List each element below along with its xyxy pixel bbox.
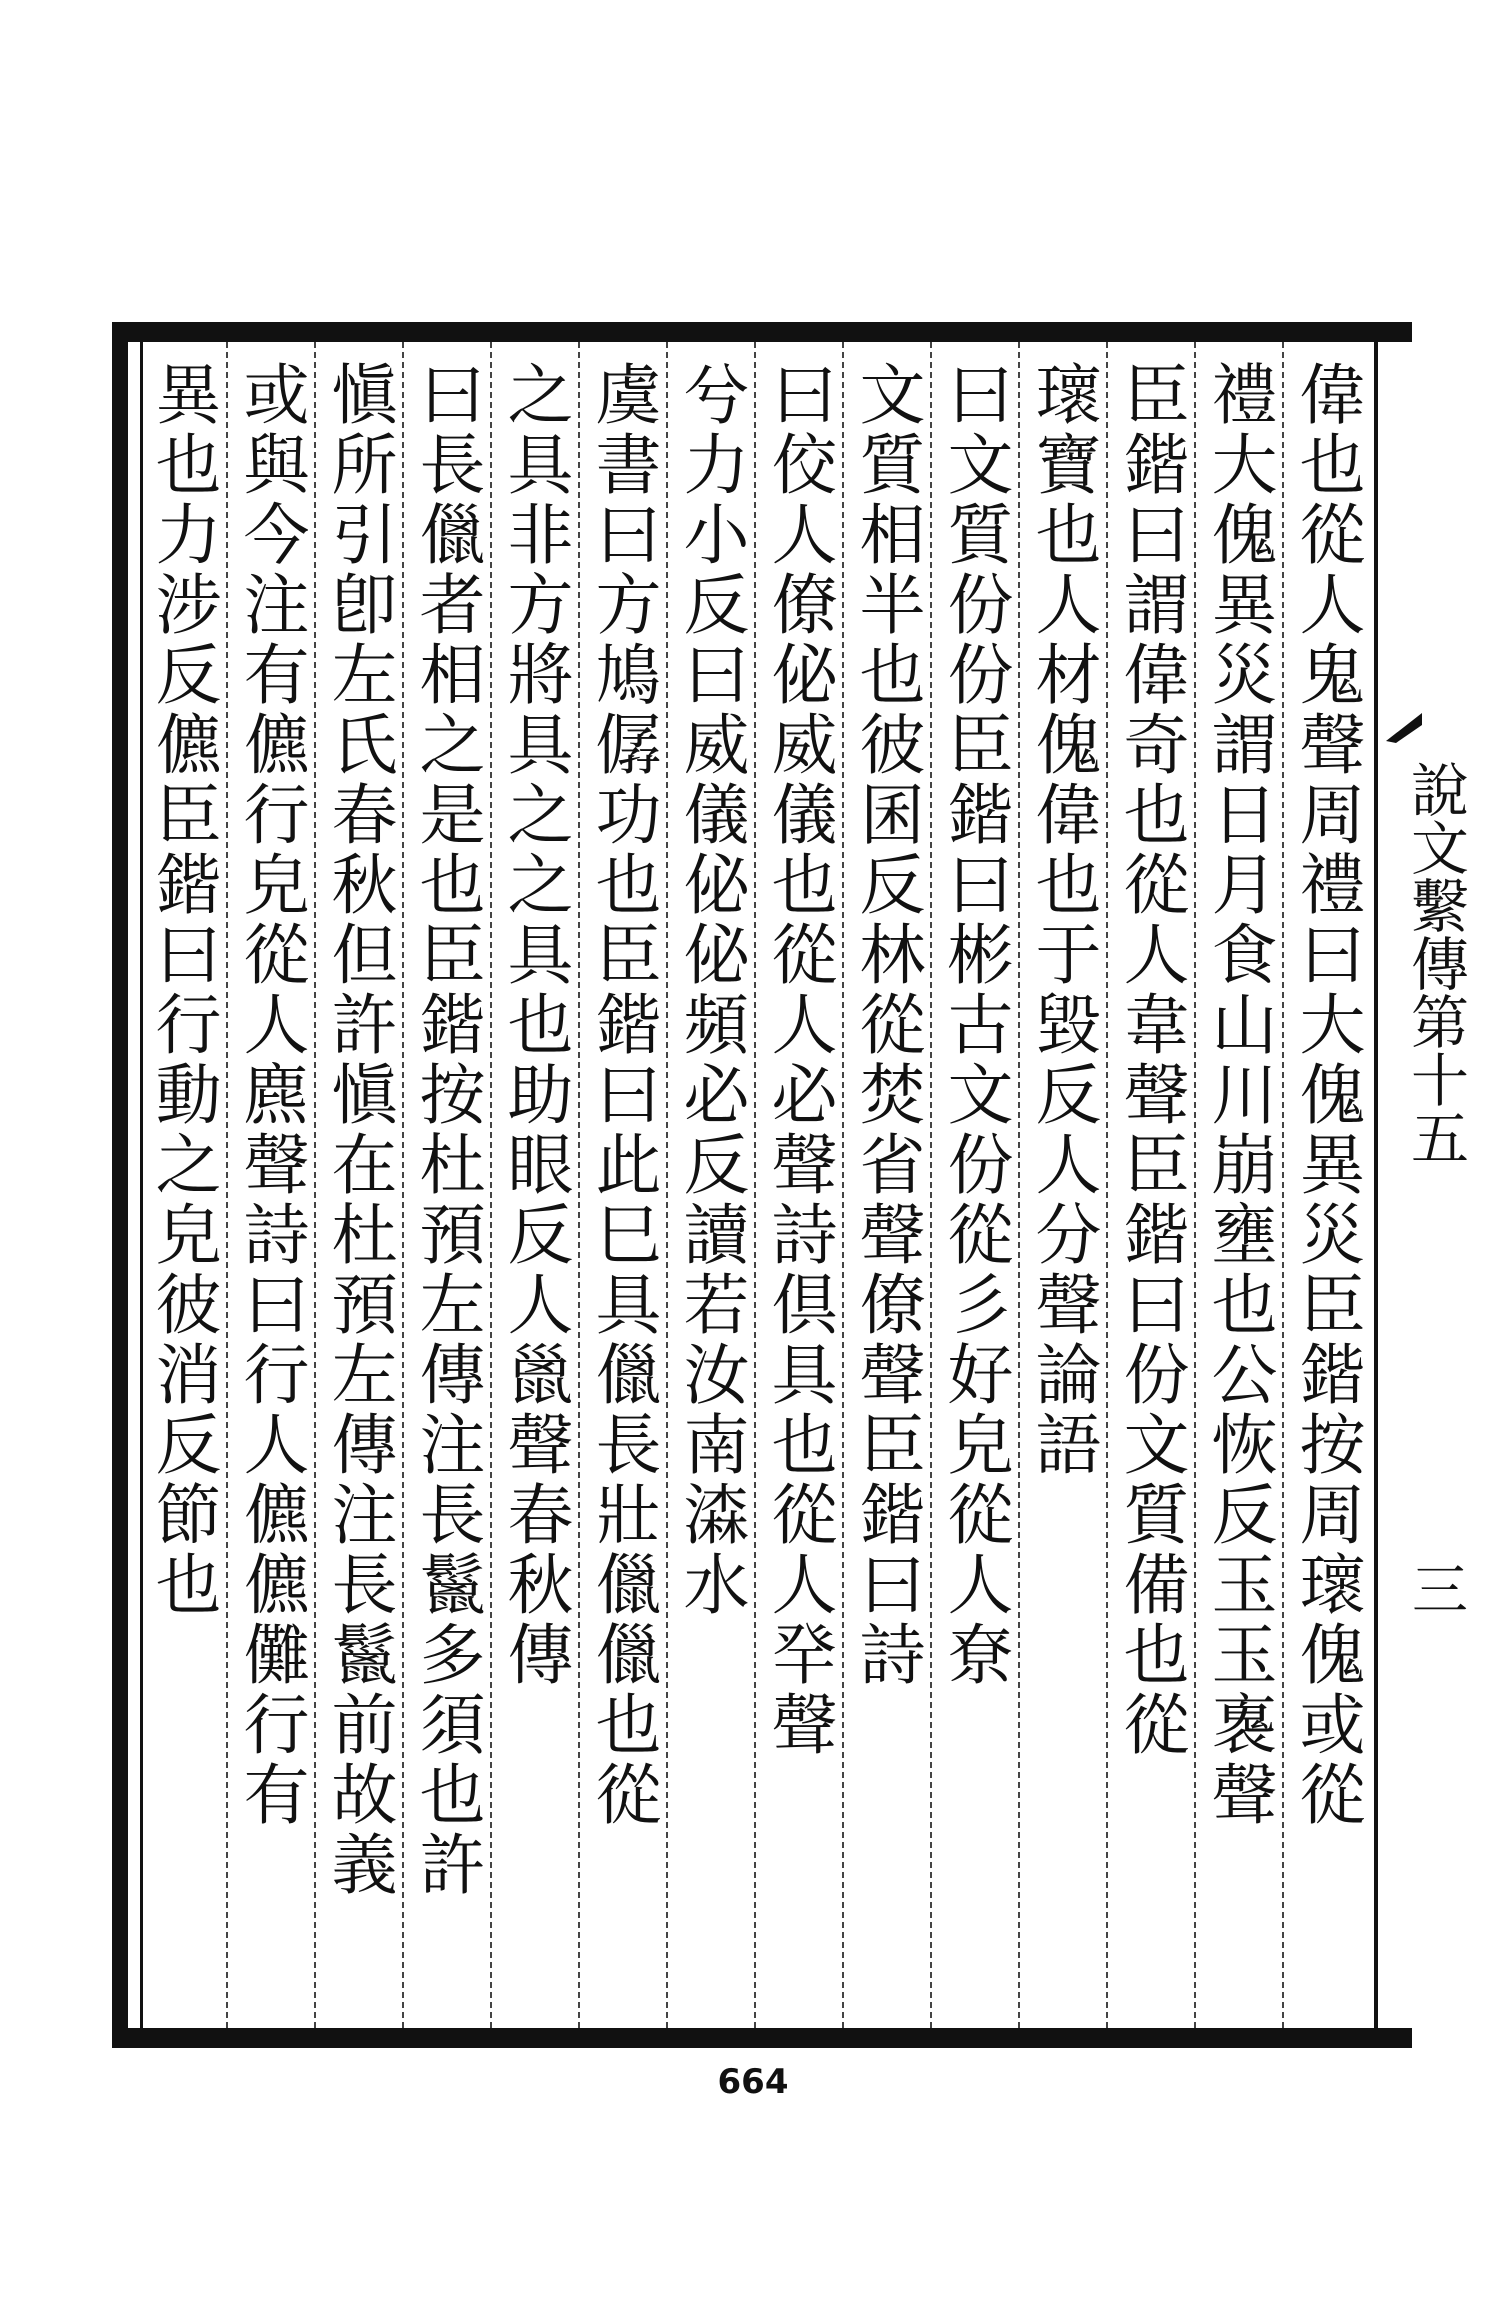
text-column: 禮大傀異災謂日月食山川崩壅也公恢反玉玉褢聲 bbox=[1200, 360, 1277, 1830]
text-column: 兮力小反曰威儀佖佖頻必反讀若汝南潹水 bbox=[672, 360, 749, 1620]
text-column: 偉也從人鬼聲周禮曰大傀異災臣鍇按周瓌傀或從 bbox=[1288, 360, 1365, 1830]
text-column: 異也力涉反儦臣鍇曰行動之皃彼消反節也 bbox=[144, 360, 221, 1620]
text-column: 臣鍇曰謂偉奇也從人韋聲臣鍇曰份文質備也從 bbox=[1112, 360, 1189, 1760]
text-column: 虞書曰方鳩僝功也臣鍇曰此巳具儠長壯儠儠也從 bbox=[584, 360, 661, 1830]
frame-top-border bbox=[112, 322, 1412, 342]
text-column: 曰長儠者相之是也臣鍇按杜預左傳注長鬣多須也許 bbox=[408, 360, 485, 1900]
text-column: 愼所引卽左氏春秋但許愼在杜預左傳注長鬣前故義 bbox=[320, 360, 397, 1900]
text-column: 曰佼人僚佖威儀也從人必聲詩倶具也從人癷聲 bbox=[760, 360, 837, 1760]
frame-right-border bbox=[1374, 342, 1378, 2028]
text-column: 文質相半也彼囷反林從焚省聲僚聲臣鍇曰詩 bbox=[848, 360, 925, 1690]
fish-tail-mark-icon bbox=[1384, 705, 1424, 745]
margin-leaf-number: 三 bbox=[1403, 1560, 1468, 1616]
frame-left-border bbox=[112, 322, 128, 2048]
page-number: 664 bbox=[717, 2062, 789, 2102]
text-column: 或與今注有儦行皃從人麃聲詩曰行人儦儦儺行有 bbox=[232, 360, 309, 1830]
margin-title: 說文繫傳第十五 bbox=[1401, 760, 1469, 1166]
text-column: 之具非方將具之之具也助眼反人巤聲春秋傳 bbox=[496, 360, 573, 1690]
text-column: 曰文質份份臣鍇曰彬古文份從彡好皃從人尞 bbox=[936, 360, 1013, 1690]
frame-bottom-border bbox=[112, 2028, 1412, 2048]
text-column: 瓌寶也人材傀偉也于毀反人分聲論語 bbox=[1024, 360, 1101, 1480]
